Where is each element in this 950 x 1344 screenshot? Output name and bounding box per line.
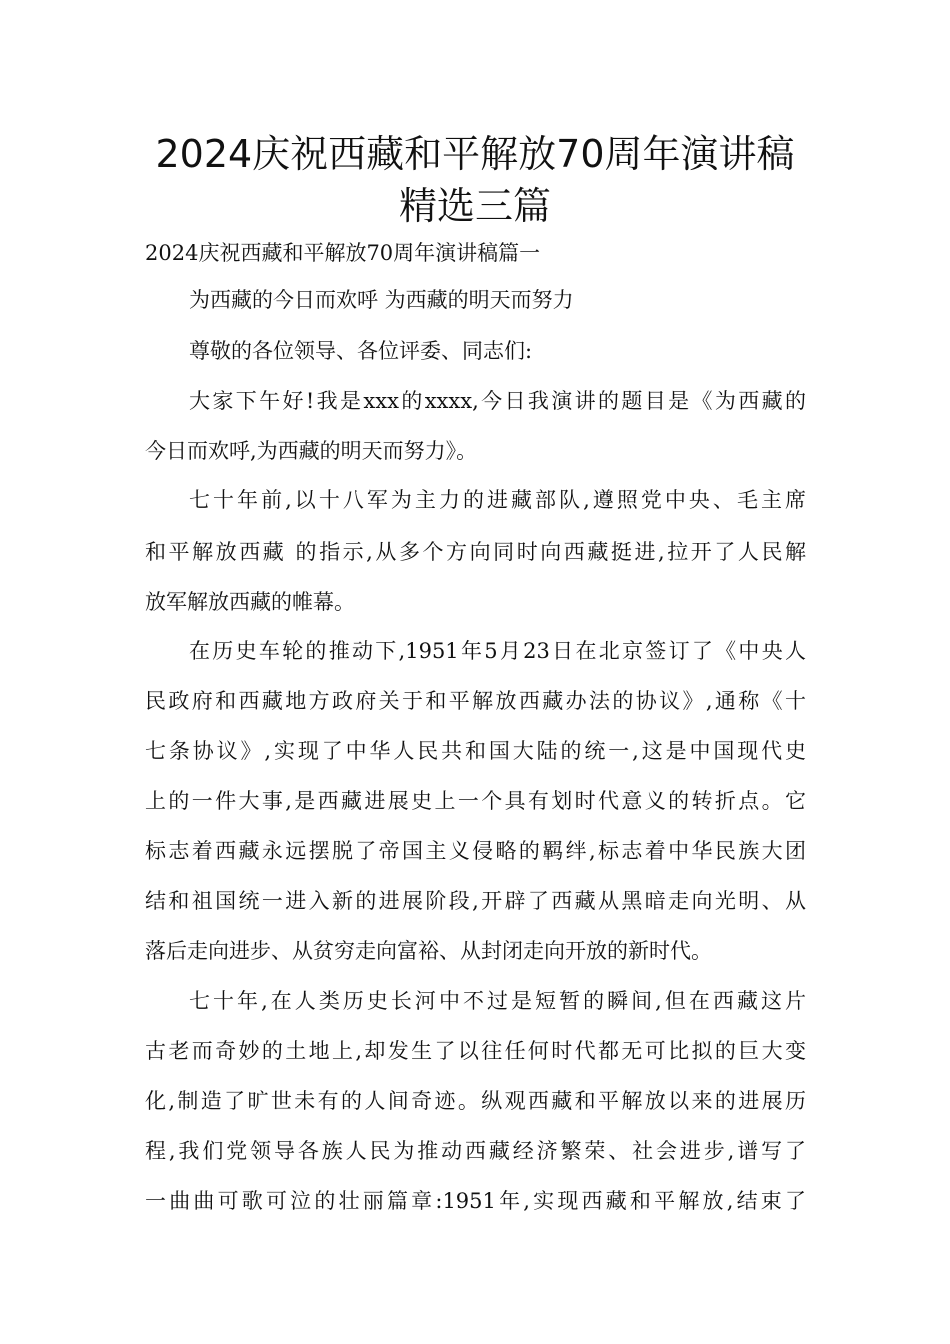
salutation: 尊敬的各位领导、各位评委、同志们: [189, 339, 533, 363]
paragraph-1-line-1: 大家下午好!我是xxx的xxxx,今日我演讲的题目是《为西藏的 [189, 389, 806, 413]
paragraph-1-line-2: 今日而欢呼,为西藏的明天而努力》。 [145, 439, 478, 463]
paragraph-3-line-4: 上的一件大事,是西藏进展史上一个具有划时代意义的转折点。它 [145, 789, 806, 813]
paragraph-4-line-2: 古老而奇妙的土地上,却发生了以往任何时代都无可比拟的巨大变 [145, 1039, 806, 1063]
paragraph-3-line-5: 标志着西藏永远摆脱了帝国主义侵略的羁绊,标志着中华民族大团 [145, 839, 806, 863]
paragraph-2-line-3: 放军解放西藏的帷幕。 [145, 590, 355, 614]
paragraph-4-line-4: 程,我们党领导各族人民为推动西藏经济繁荣、社会进步,谱写了 [145, 1139, 806, 1163]
section-heading: 2024庆祝西藏和平解放70周年演讲稿篇一 [145, 241, 541, 265]
paragraph-3-line-2: 民政府和西藏地方政府关于和平解放西藏办法的协议》,通称《十 [145, 689, 806, 713]
paragraph-4-line-3: 化,制造了旷世未有的人间奇迹。纵观西藏和平解放以来的进展历 [145, 1089, 806, 1113]
paragraph-3-line-3: 七条协议》,实现了中华人民共和国大陆的统一,这是中国现代史 [145, 739, 806, 763]
paragraph-3-line-7: 落后走向进步、从贫穷走向富裕、从封闭走向开放的新时代。 [145, 939, 712, 963]
paragraph-3-line-1: 在历史车轮的推动下,1951年5月23日在北京签订了《中央人 [189, 639, 806, 663]
paragraph-2-line-2: 和平解放西藏 的指示,从多个方向同时向西藏挺进,拉开了人民解 [145, 540, 806, 564]
document-title-line-1: 2024庆祝西藏和平解放70周年演讲稿 [155, 132, 795, 176]
paragraph-3-line-6: 结和祖国统一进入新的进展阶段,开辟了西藏从黑暗走向光明、从 [145, 889, 806, 913]
paragraph-4-line-5: 一曲曲可歌可泣的壮丽篇章:1951年,实现西藏和平解放,结束了 [145, 1189, 806, 1213]
paragraph-4-line-1: 七十年,在人类历史长河中不过是短暂的瞬间,但在西藏这片 [189, 989, 806, 1013]
paragraph-2-line-1: 七十年前,以十八军为主力的进藏部队,遵照党中央、毛主席 [189, 488, 806, 512]
document-title-line-2: 精选三篇 [398, 184, 551, 228]
speech-title: 为西藏的今日而欢呼 为西藏的明天而努力 [189, 288, 574, 312]
